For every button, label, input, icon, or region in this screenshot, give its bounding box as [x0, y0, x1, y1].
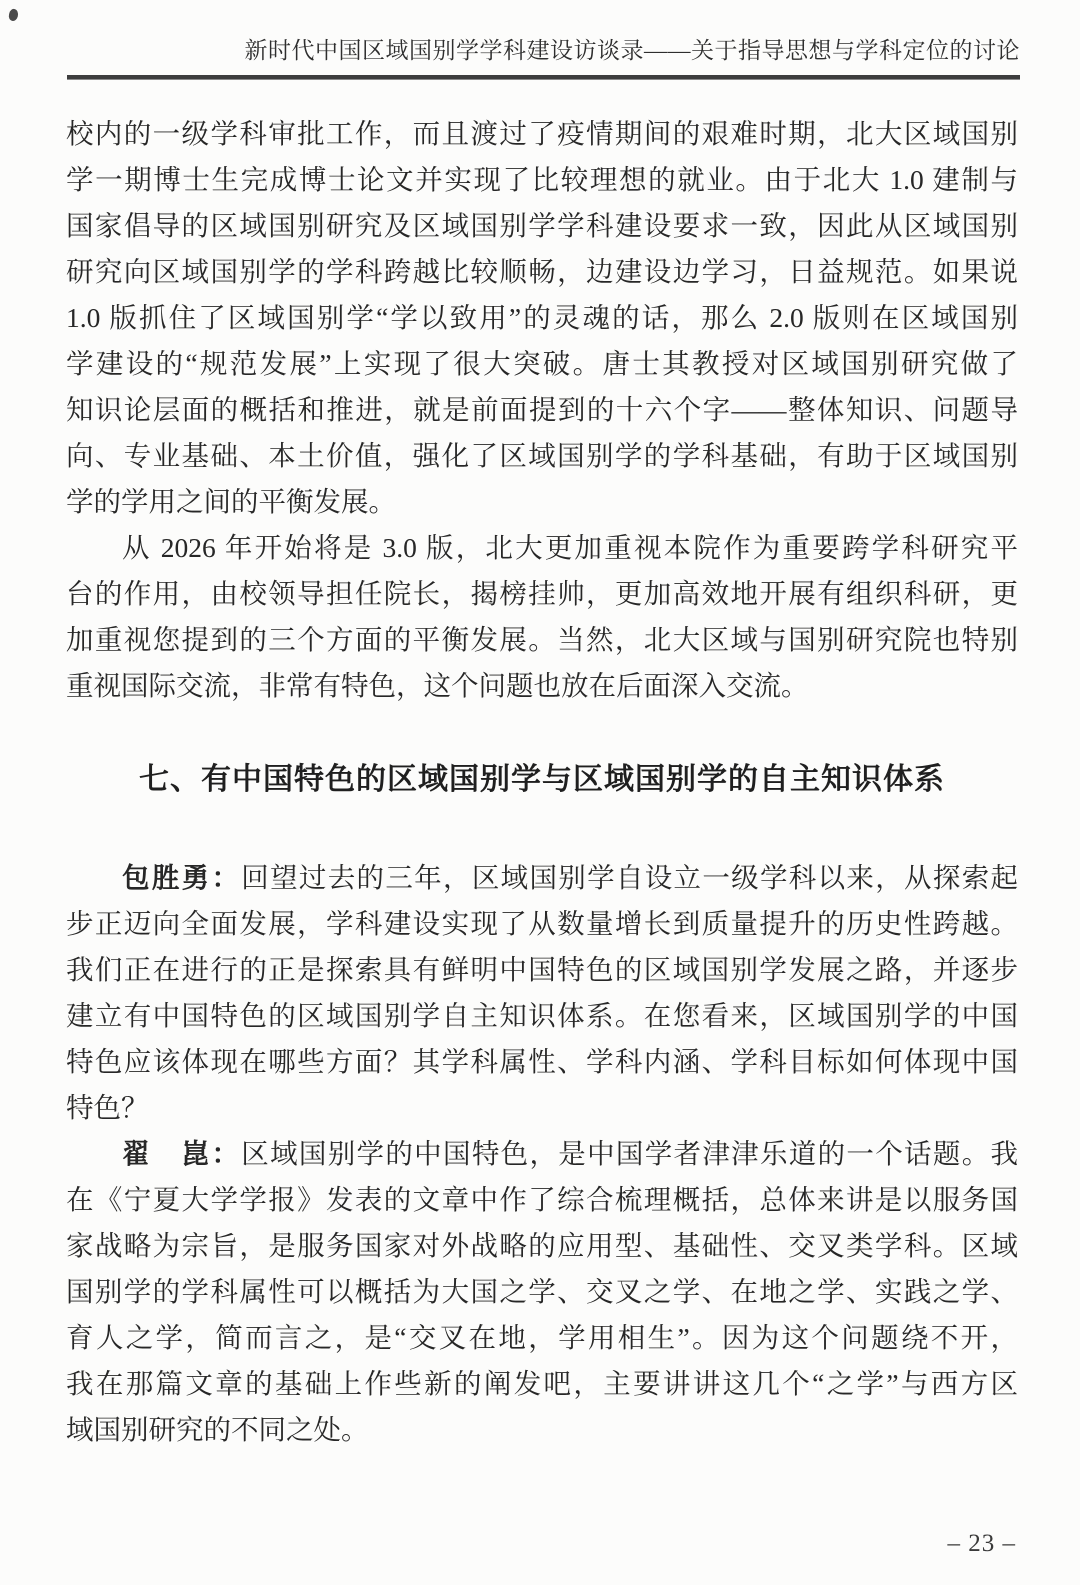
text-line: 翟 崑：区域国别学的中国特色，是中国学者津津乐道的一个话题。我	[122, 1138, 1019, 1169]
text-line: 从 2026 年开始将是 3.0 版，北大更加重视本院作为重要跨学科研究平	[122, 532, 1018, 563]
text-line: 台的作用，由校领导担任院长，揭榜挂帅，更加高效地开展有组织科研，更	[66, 578, 1018, 609]
text-line: 校内的一级学科审批工作，而且渡过了疫情期间的艰难时期，北大区域国别	[66, 118, 1018, 149]
text-line: 特色？	[66, 1092, 149, 1123]
text-line: 向、专业基础、本土价值，强化了区域国别学的学科基础，有助于区域国别	[66, 440, 1018, 471]
text-line: 建立有中国特色的区域国别学自主知识体系。在您看来，区域国别学的中国	[66, 1000, 1018, 1031]
text-line: 家战略为宗旨，是服务国家对外战略的应用型、基础性、交叉类学科。区域	[66, 1230, 1018, 1261]
text-line: 国家倡导的区域国别研究及区域国别学学科建设要求一致，因此从区域国别	[66, 210, 1018, 241]
text-line: 知识论层面的概括和推进，就是前面提到的十六个字——整体知识、问题导	[66, 394, 1018, 425]
speaker-name: 包胜勇：	[122, 862, 242, 893]
text-line: 加重视您提到的三个方面的平衡发展。当然，北大区域与国别研究院也特别	[66, 624, 1018, 655]
text-line: 学一期博士生完成博士论文并实现了比较理想的就业。由于北大 1.0 建制与	[66, 164, 1018, 195]
text-line: 包胜勇：回望过去的三年，区域国别学自设立一级学科以来，从探索起	[122, 862, 1019, 893]
text-line: 步正迈向全面发展，学科建设实现了从数量增长到质量提升的历史性跨越。	[66, 908, 1018, 939]
text-line: 研究向区域国别学的学科跨越比较顺畅，边建设边学习，日益规范。如果说	[66, 256, 1018, 287]
page-number: – 23 –	[947, 1530, 1016, 1557]
section-heading: 七、有中国特色的区域国别学与区域国别学的自主知识体系	[139, 763, 945, 796]
content-column	[66, 111, 1018, 1453]
header-rule	[67, 75, 1020, 80]
text-line: 我们正在进行的正是探索具有鲜明中国特色的区域国别学发展之路，并逐步	[66, 954, 1018, 985]
text-line: 重视国际交流，非常有特色，这个问题也放在后面深入交流。	[66, 670, 809, 701]
text-line: 学的学用之间的平衡发展。	[66, 486, 396, 517]
text-line: 国别学的学科属性可以概括为大国之学、交叉之学、在地之学、实践之学、	[66, 1276, 1018, 1307]
text-line: 我在那篇文章的基础上作些新的阐发吧，主要讲讲这几个“之学”与西方区	[66, 1368, 1018, 1399]
text-line: 学建设的“规范发展”上实现了很大突破。唐士其教授对区域国别研究做了	[66, 348, 1018, 379]
text-line: 在《宁夏大学学报》发表的文章中作了综合梳理概括，总体来讲是以服务国	[66, 1184, 1018, 1215]
text-line: 域国别研究的不同之处。	[66, 1414, 369, 1445]
scan-artifact-speck	[8, 8, 20, 22]
speaker-name: 翟 崑：	[122, 1138, 242, 1169]
running-header: 新时代中国区域国别学学科建设访谈录——关于指导思想与学科定位的讨论	[244, 38, 1020, 63]
text-line: 特色应该体现在哪些方面？其学科属性、学科内涵、学科目标如何体现中国	[66, 1046, 1018, 1077]
text-line: 1.0 版抓住了区域国别学“学以致用”的灵魂的话，那么 2.0 版则在区域国别	[66, 302, 1018, 333]
text-line: 育人之学，简而言之，是“交叉在地，学用相生”。因为这个问题绕不开，	[66, 1322, 1018, 1353]
